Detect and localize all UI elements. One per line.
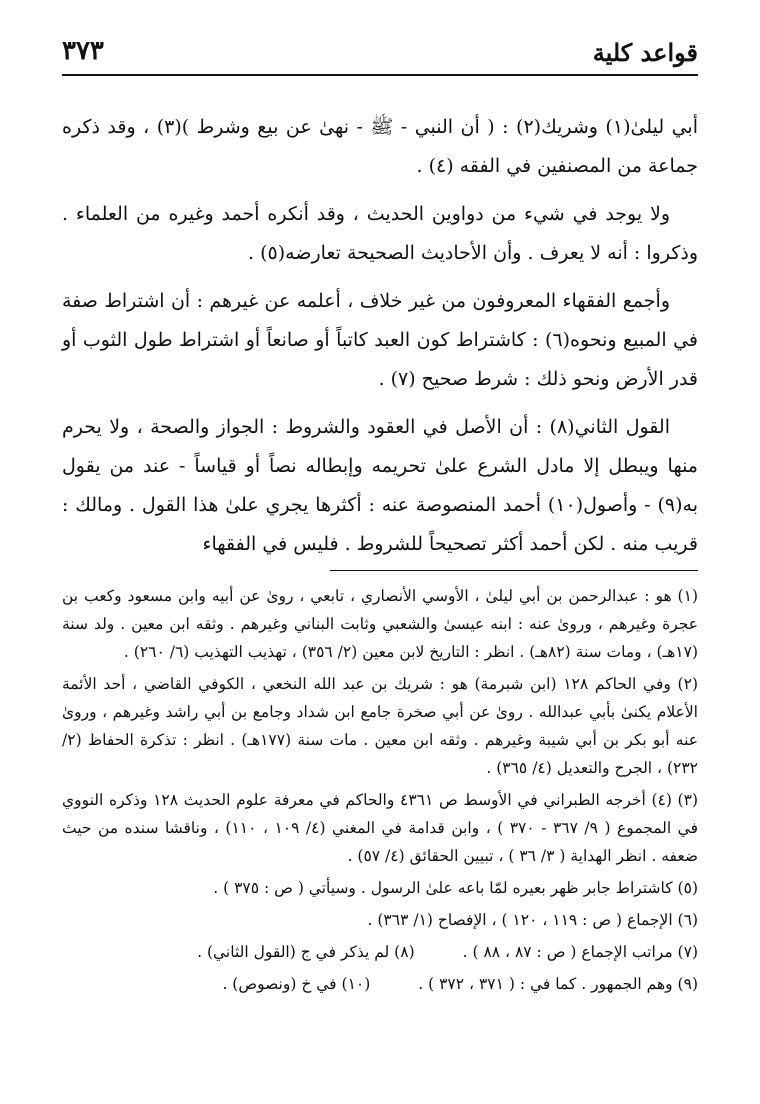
page-header bbox=[62, 30, 698, 76]
footnote: (٧) مراتب الإجماع ( ص : ٨٧ ، ٨٨ ) . bbox=[462, 943, 698, 961]
footnote: (٦) الإجماع ( ص : ١١٩ ، ١٢٠ ) ، الإفصاح (١/ ٣٦٣) . bbox=[367, 911, 698, 929]
footnote: (١٠) في خ (ونصوص) . bbox=[222, 975, 371, 993]
main-text bbox=[62, 108, 698, 573]
footnotes bbox=[62, 582, 698, 1002]
page-number: ٣٧٣ bbox=[62, 36, 104, 66]
paragraph: القول الثاني(٨) : أن الأصل في العقود والشروط : الجواز والصحة ، ولا يحرم منها ويبطل إلا مادل الشرع علىٰ تحريمه وإبطاله نصاً أو قياساً - عند من يقول به(٩) - وأصول(١٠) أحمد المنصوصة عنه : أكثرها يجري علىٰ هذا القول . ومالك : قريب منه . لكن أحمد أكثر تصحيحاً للشروط . فليس في الفقهاء bbox=[62, 416, 698, 555]
paragraph: وأجمع الفقهاء المعروفون من غير خلاف ، أعلمه عن غيرهم : أن اشتراط صفة في المبيع ونحوه(٦) : كاشتراط كون العبد كاتباً أو صانعاً أو اشتراط طول الثوب أو قدر الأرض ونحو ذلك : شرط صحيح (٧) . bbox=[62, 290, 698, 390]
running-title: قواعد كلية bbox=[592, 38, 698, 67]
footnote-row bbox=[62, 938, 698, 966]
footnote: (١) هو : عبدالرحمن بن أبي ليلىٰ ، الأوسي الأنصاري ، تابعي ، روىٰ عن أبيه وابن مسعود وكعب بن عجرة وغيرهم ، وروىٰ عنه : ابنه عيسىٰ والشعبي وثابت البناني وغيرهم . وثقه ابن معين . ولد سنة (١٧هـ) ، ومات سنة (٨٢هـ) . انظر : التاريخ لابن معين (٢/ ٣٥٦) ، تهذيب التهذيب (٦/ ٢٦٠) . bbox=[62, 587, 698, 661]
paragraph: ولا يوجد في شيء من دواوين الحديث ، وقد أنكره أحمد وغيره من العلماء . وذكروا : أنه لا يعرف . وأن الأحاديث الصحيحة تعارضه(٥) . bbox=[62, 203, 698, 264]
footnote: (٨) لم يذكر في ج (القول الثاني) . bbox=[197, 943, 415, 961]
footnote-row bbox=[62, 970, 698, 998]
paragraph: أبي ليلىٰ(١) وشريك(٢) : ( أن النبي - ﷺ - نهىٰ عن بيع وشرط )(٣) ، وقد ذكره جماعة من المصنفين في الفقه (٤) . bbox=[62, 116, 698, 177]
footnote: (٣) (٤) أخرجه الطبراني في الأوسط ص ٤٣٦١ والحاكم في معرفة علوم الحديث ١٢٨ وذكره النووي في المجموع ( ٩/ ٣٦٧ - ٣٧٠ ) ، وابن قدامة في المغني (٤/ ١٠٩ ، ١١٠) ، وناقشا سنده من حيث ضعفه . انظر الهداية ( ٣/ ٣٦ ) ، تبيين الحقائق (٤/ ٥٧) . bbox=[62, 791, 699, 865]
footnote: (٥) كاشتراط جابر ظهر بعيره لمّا باعه علىٰ الرسول . وسيأتي ( ص : ٣٧٥ ) . bbox=[213, 879, 698, 897]
footnote: (٢) وفي الحاكم ١٢٨ (ابن شبرمة) هو : شريك بن عبد الله النخعي ، الكوفي القاضي ، أحد الأئمة الأعلام يكنىٰ بأبي عبدالله . روىٰ عن أبي صخرة جامع ابن شداد وجامع بن أبي راشد وغيرهم ، وروىٰ عنه أبو بكر بن أبي شيبة وغيرهم . وثقه ابن معين . مات سنة (١٧٧هـ) . انظر : تذكرة الحفاظ (٢/ ٢٣٢) ، الجرح والتعديل (٤/ ٣٦٥) . bbox=[62, 675, 698, 777]
footnote-separator bbox=[330, 570, 698, 571]
footnote: (٩) وهم الجمهور . كما في : ( ٣٧١ ، ٣٧٢ ) . bbox=[418, 975, 698, 993]
